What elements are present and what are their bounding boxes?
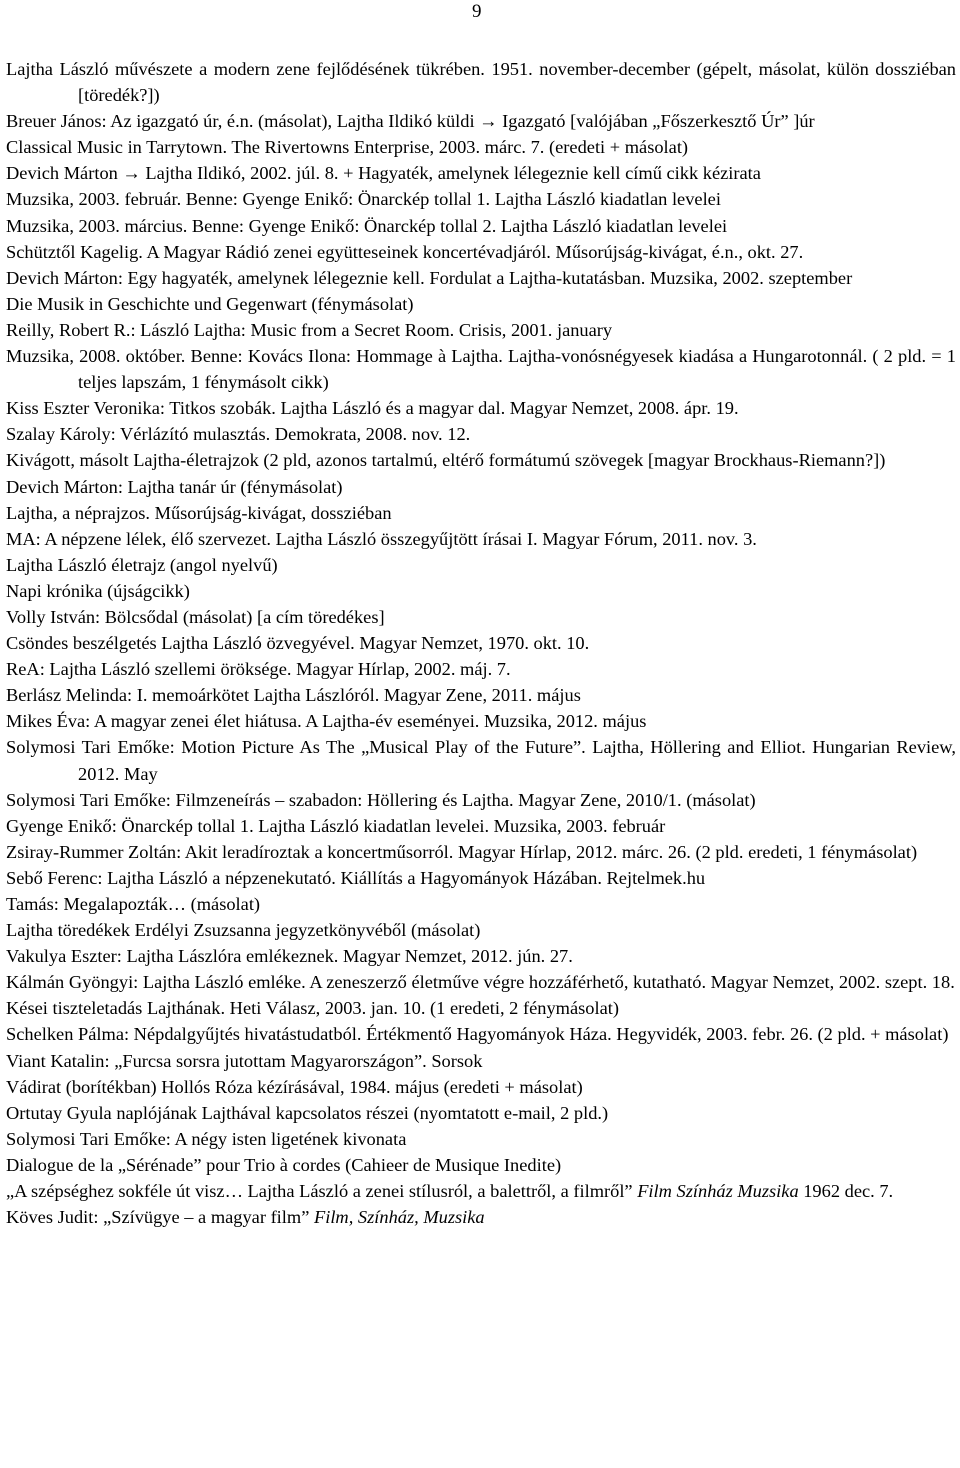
list-item: Schütztől Kagelig. A Magyar Rádió zenei együtteseinek koncertévadjáról. Műsorújság-kivágat, é.n., okt. 27. bbox=[6, 241, 804, 262]
list-item: Lajtha, a néprajzos. Műsorújság-kivágat, dossziéban bbox=[6, 502, 392, 523]
list-item: Die Musik in Geschichte und Gegenwart (fénymásolat) bbox=[6, 293, 414, 314]
list-item: Solymosi Tari Emőke: Motion Picture As The „Musical Play of the Future”. Lajtha, Höllering and Elliot. Hungarian Review, 2012. May bbox=[6, 737, 956, 784]
list-item: Kivágott, másolt Lajtha-életrajzok (2 pld, azonos tartalmú, eltérő formátumú szövegek [magyar Brockhaus-Riemann?]) bbox=[6, 450, 886, 471]
entry-journal-italic: Film, Színház, Muzsika bbox=[313, 1207, 485, 1228]
list-item: Dialogue de la „Sérénade” pour Trio à cordes (Cahieer de Musique Inedite) bbox=[6, 1154, 562, 1175]
list-item: Tamás: Megalapozták… (másolat) bbox=[6, 894, 261, 914]
list-item bbox=[6, 1204, 956, 1230]
list-item: Gyenge Enikő: Önarckép tollal 1. Lajtha László kiadatlan levelei. Muzsika, 2003. február bbox=[6, 815, 666, 836]
list-item: Ortutay Gyula naplójának Lajthával kapcsolatos részei (nyomtatott e-mail, 2 pld.) bbox=[6, 1102, 609, 1123]
list-item: Solymosi Tari Emőke: A négy isten ligetének kivonata bbox=[6, 1128, 407, 1149]
list-item: Lajtha töredékek Erdélyi Zsuzsanna jegyzetkönyvéből (másolat) bbox=[6, 920, 481, 941]
page-number: 9 bbox=[472, 1, 482, 22]
list-item: Muzsika, 2008. október. Benne: Kovács Ilona: Hommage à Lajtha. Lajtha-vonósnégyesek kiadása a Hungarotonnál. ( 2 pld. = 1 teljes lapszám, 1 fénymásolt cikk) bbox=[6, 346, 956, 393]
entry-tail: 1962 dec. 7. bbox=[798, 1181, 894, 1202]
list-item: Lajtha László életrajz (angol nyelvű) bbox=[6, 554, 278, 575]
list-item: Sebő Ferenc: Lajtha László a népzenekutató. Kiállítás a Hagyományok Házában. Rejtelmek.hu bbox=[6, 867, 706, 888]
list-item bbox=[6, 1178, 956, 1204]
list-item: Kései tiszteletadás Lajthának. Heti Válasz, 2003. jan. 10. (1 eredeti, 2 fénymásolat) bbox=[6, 998, 619, 1019]
entry-text: „A szépséghez sokféle út visz… Lajtha László a zenei stílusról, a balettről, a filmről” bbox=[6, 1181, 638, 1202]
list-item: Vádirat (borítékban) Hollós Róza kézírásával, 1984. május (eredeti + másolat) bbox=[6, 1076, 583, 1097]
list-item: Schelken Pálma: Népdalgyűjtés hivatástudatból. Értékmentő Hagyományok Háza. Hegyvidék, 2003. febr. 26. (2 pld. + másolat) bbox=[6, 1024, 949, 1045]
list-item: Mikes Éva: A magyar zenei élet hiátusa. A Lajtha-év eseményei. Muzsika, 2012. május bbox=[6, 711, 647, 732]
entry-text: Köves Judit: „Szívügye – a magyar film” bbox=[6, 1207, 314, 1228]
list-item: Breuer János: Az igazgató úr, é.n. (másolat), Lajtha Ildikó küldi → Igazgató [valójában „Főszerkesztő Úr” ]úr bbox=[6, 111, 815, 132]
list-item: Lajtha László művészete a modern zene fejlődésének tükrében. 1951. november-december (gépelt, másolat, külön dossziéban [töredék?]) bbox=[6, 59, 956, 106]
list-item: Volly István: Bölcsődal (másolat) [a cím töredékes] bbox=[6, 606, 385, 627]
list-item: Devich Márton: Lajtha tanár úr (fénymásolat) bbox=[6, 476, 343, 497]
list-item: Napi krónika (újságcikk) bbox=[6, 580, 190, 601]
list-item: Muzsika, 2003. március. Benne: Gyenge Enikő: Önarckép tollal 2. Lajtha László kiadatlan levelei bbox=[6, 215, 728, 236]
list-item: Reilly, Robert R.: László Lajtha: Music from a Secret Room. Crisis, 2001. january bbox=[6, 319, 613, 340]
list-item: Devich Márton → Lajtha Ildikó, 2002. júl. 8. + Hagyaték, amelynek lélegeznie kell című cikk kézirata bbox=[6, 163, 761, 184]
list-item: Viant Katalin: „Furcsa sorsra jutottam Magyarországon”. Sorsok bbox=[6, 1050, 483, 1071]
list-item: Berlász Melinda: I. memoárkötet Lajtha Lászlóról. Magyar Zene, 2011. május bbox=[6, 685, 581, 706]
list-item: Muzsika, 2003. február. Benne: Gyenge Enikő: Önarckép tollal 1. Lajtha László kiadatlan levelei bbox=[6, 189, 721, 210]
list-item: Kálmán Gyöngyi: Lajtha László emléke. A zeneszerző életműve végre hozzáférhető, kutatható. Magyar Nemzet, 2002. szept. 18. bbox=[6, 972, 955, 993]
list-item: ReA: Lajtha László szellemi öröksége. Magyar Hírlap, 2002. máj. 7. bbox=[6, 659, 511, 680]
list-item: Vakulya Eszter: Lajtha Lászlóra emlékeznek. Magyar Nemzet, 2012. jún. 27. bbox=[6, 946, 573, 967]
list-item: Classical Music in Tarrytown. The Rivertowns Enterprise, 2003. márc. 7. (eredeti + másolat) bbox=[6, 137, 689, 158]
list-item: Zsiray-Rummer Zoltán: Akit leradíroztak a koncertműsorról. Magyar Hírlap, 2012. márc. 26. (2 pld. eredeti, 1 fénymásolat) bbox=[6, 841, 918, 862]
list-item: Solymosi Tari Emőke: Filmzeneírás – szabadon: Höllering és Lajtha. Magyar Zene, 2010/1. (másolat) bbox=[6, 789, 756, 810]
entry-journal-italic: Film Színház Muzsika bbox=[637, 1181, 799, 1202]
list-item: Szalay Károly: Vérlázító mulasztás. Demokrata, 2008. nov. 12. bbox=[6, 424, 471, 445]
list-item: Kiss Eszter Veronika: Titkos szobák. Lajtha László és a magyar dal. Magyar Nemzet, 2008. ápr. 19. bbox=[6, 398, 739, 419]
list-item: Devich Márton: Egy hagyaték, amelynek lélegeznie kell. Fordulat a Lajtha-kutatásban. Muzsika, 2002. szeptember bbox=[6, 267, 853, 288]
bibliography-list bbox=[6, 56, 956, 1230]
list-item: MA: A népzene lélek, élő szervezet. Lajtha László összegyűjtött írásai I. Magyar Fórum, 2011. nov. 3. bbox=[6, 528, 757, 549]
list-item: Csöndes beszélgetés Lajtha László özvegyével. Magyar Nemzet, 1970. okt. 10. bbox=[6, 633, 590, 654]
